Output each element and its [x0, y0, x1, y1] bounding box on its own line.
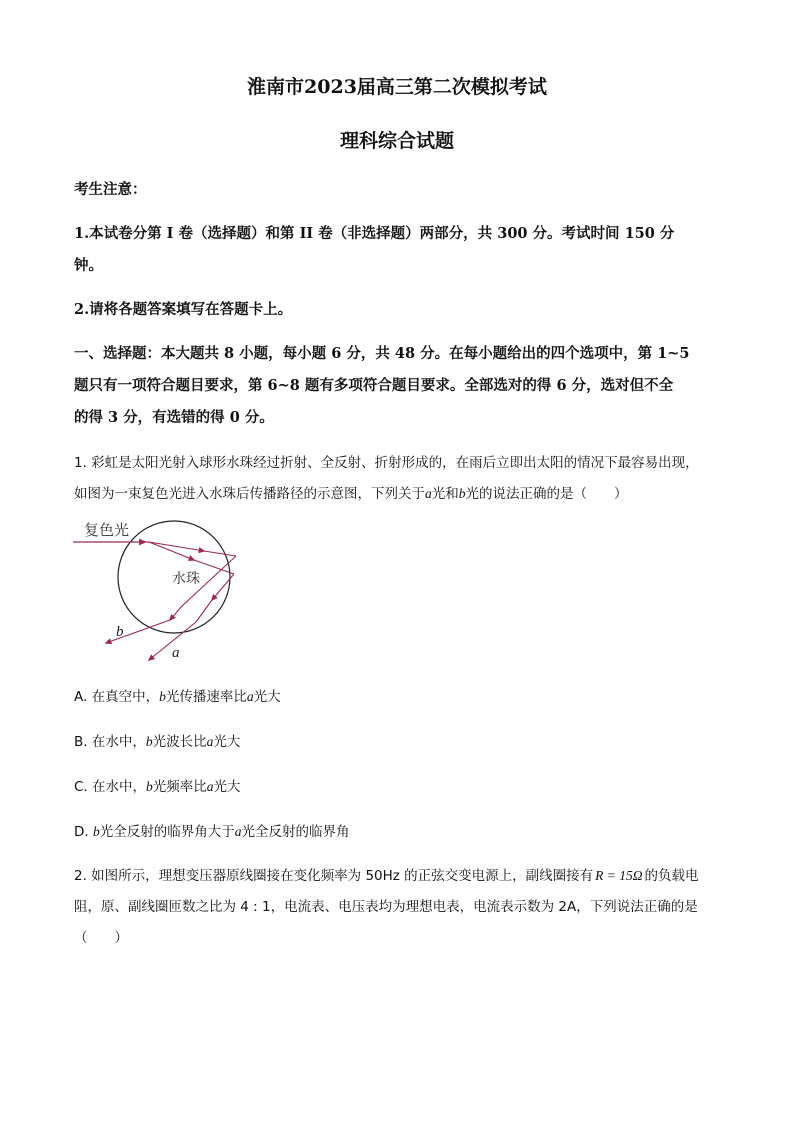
- variable-b: b: [146, 779, 153, 794]
- section-instructions-line-3: 的得 3 分，有选错的得 0 分。: [74, 409, 274, 426]
- notice-item-1-line-2: 钟。: [74, 257, 103, 274]
- variable-b: b: [458, 486, 466, 501]
- variable-a: a: [206, 779, 214, 794]
- question-2-line-3: （ ）: [74, 930, 128, 946]
- variable-a: a: [206, 734, 214, 749]
- variable-b: b: [92, 824, 100, 839]
- label-ray-b: b: [116, 624, 124, 640]
- option-text: A. 在真空中，: [74, 689, 160, 705]
- question-1-text: 光和: [431, 486, 459, 502]
- question-2-line-1: [74, 864, 699, 884]
- water-drop-figure: [64, 512, 264, 667]
- variable-b: b: [145, 734, 153, 749]
- variable-a: a: [246, 689, 254, 704]
- option-text: D.: [74, 824, 93, 840]
- resistance-formula: R = 15Ω: [595, 868, 643, 883]
- option-a: [74, 685, 281, 705]
- variable-a: a: [234, 824, 242, 839]
- option-d: [74, 820, 349, 840]
- exam-title: 淮南市2023届高三第二次模拟考试: [247, 76, 547, 98]
- option-text: 光大: [213, 734, 241, 750]
- section-instructions-line-2: 题只有一项符合题目要求，第 6~8 题有多项符合题目要求。全部选对的得 6 分，选对但不全: [74, 377, 674, 394]
- question-1-line-1: 1. 彩虹是太阳光射入球形水珠经过折射、全反射、折射形成的，在雨后立即出太阳的情况下最容易出现，: [74, 455, 699, 471]
- question-1-line-2: [74, 482, 628, 502]
- label-composite-light: 复色光: [84, 521, 130, 539]
- ray-b-internal: [204, 551, 236, 556]
- variable-a: a: [425, 486, 432, 501]
- variable-b: b: [159, 689, 166, 704]
- option-text: 光传播速率比: [165, 689, 247, 705]
- option-c: [74, 775, 241, 795]
- question-2-text: 2. 如图所示，理想变压器原线圈接在变化频率为 50Hz 的正弦交变电源上，副线圈接有: [74, 868, 594, 884]
- option-text: 光全反射的临界角大于: [99, 824, 235, 840]
- notice-item-2: 2.请将各题答案填写在答题卡上。: [74, 301, 293, 318]
- notice-item-1-line-1: 1.本试卷分第 I 卷（选择题）和第 II 卷（非选择题）两部分，共 300 分。考试时间 150 分: [74, 225, 675, 242]
- option-text: 光大: [253, 689, 281, 705]
- notice-heading: 考生注意：: [74, 181, 147, 198]
- label-water-drop: 水珠: [172, 571, 200, 587]
- option-text: 光大: [213, 779, 241, 795]
- label-ray-a: a: [172, 645, 180, 661]
- question-2-text: 的负载电: [644, 868, 699, 884]
- question-1-text: 光的说法正确的是（ ）: [465, 486, 628, 502]
- option-text: B. 在水中，: [74, 734, 146, 750]
- section-instructions-line-1: 一、选择题：本大题共 8 小题，每小题 6 分，共 48 分。在每小题给出的四个选项中，第 1~5: [74, 345, 690, 362]
- exam-subtitle: 理科综合试题: [339, 130, 454, 152]
- option-text: C. 在水中，: [74, 779, 147, 795]
- option-text: 光全反射的临界角: [241, 824, 350, 840]
- question-2-line-2: 阻，原、副线圈匝数之比为 4 : 1，电流表、电压表均为理想电表，电流表示数为 2A，下列说法正确的是: [74, 899, 698, 915]
- option-text: 光波长比: [152, 734, 207, 750]
- option-text: 光频率比: [152, 779, 207, 795]
- option-b: [74, 730, 240, 750]
- question-1-text: 如图为一束复色光进入水珠后传播路径的示意图，下列关于: [74, 486, 425, 502]
